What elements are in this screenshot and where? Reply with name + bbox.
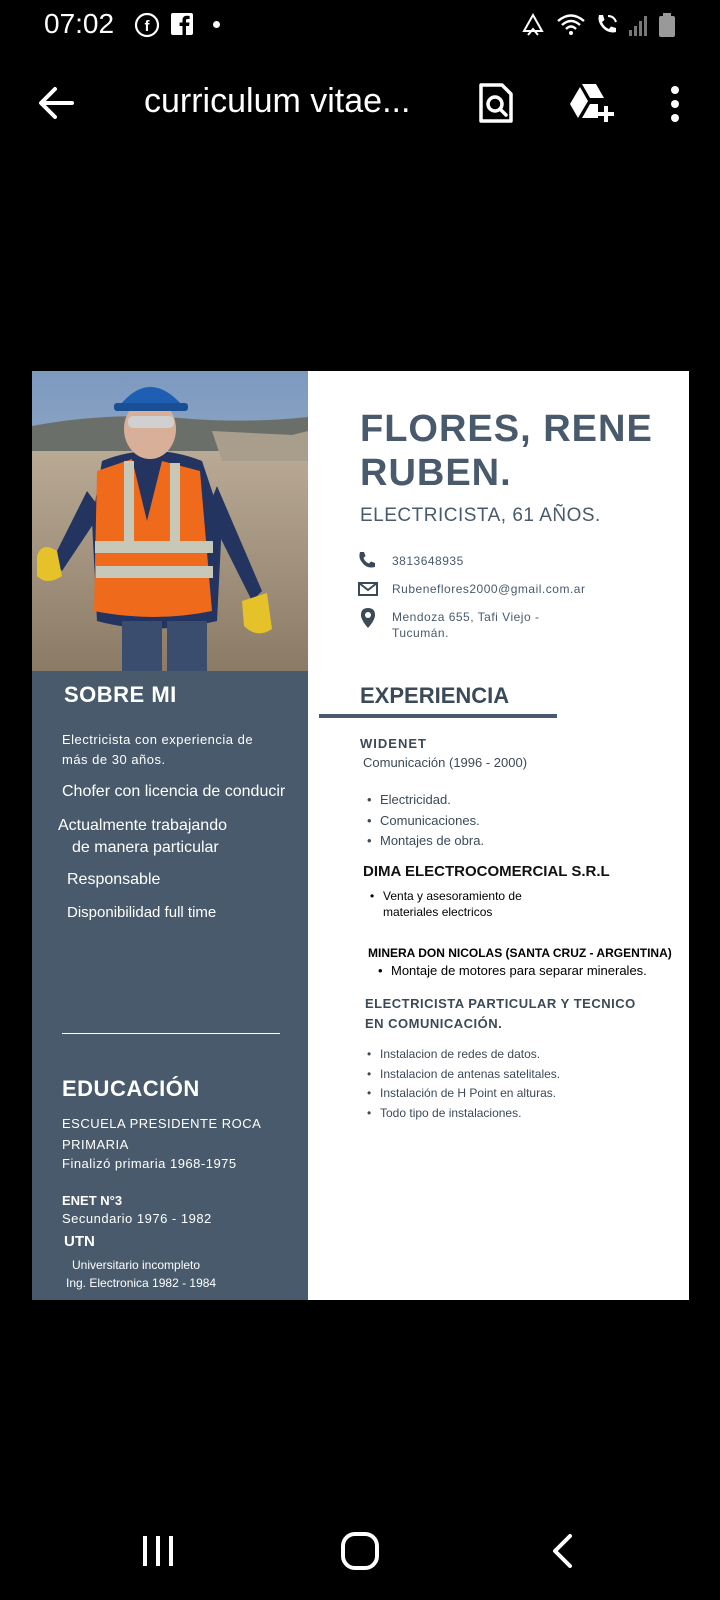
job2-title: DIMA ELECTROCOMERCIAL S.R.L <box>363 863 610 880</box>
data-saver-icon <box>520 12 546 43</box>
about-experience-text: Electricista con experiencia de más de 30 años. <box>62 732 254 767</box>
about-license-text: Chofer con licencia de conducir <box>62 783 286 800</box>
wifi-icon <box>556 12 586 43</box>
job3-title: MINERA DON NICOLAS (SANTA CRUZ - ARGENTINA) <box>368 946 672 960</box>
experience-underline <box>319 714 557 718</box>
school3-detail-1: Universitario incompleto <box>72 1258 201 1272</box>
back-arrow-icon[interactable] <box>38 86 74 125</box>
school2-detail: Secundario 1976 - 1982 <box>62 1211 212 1226</box>
drive-add-icon[interactable] <box>568 82 616 129</box>
school3-name: UTN <box>64 1233 95 1250</box>
job4-title-line2: EN COMUNICACIÓN. <box>365 1016 503 1031</box>
school1-name-line2: PRIMARIA <box>62 1137 129 1152</box>
job4-item: • Instalacion de antenas satelitales. <box>380 1067 560 1081</box>
job4-item: • Todo tipo de instalaciones. <box>380 1106 521 1120</box>
profile-photo <box>32 371 308 671</box>
cv-document[interactable] <box>32 371 689 1300</box>
job1-subtitle: Comunicación (1996 - 2000) <box>363 755 528 770</box>
email-icon <box>358 582 378 601</box>
school3-detail-2: Ing. Electronica 1982 - 1984 <box>66 1276 217 1290</box>
school2-name: ENET N°3 <box>62 1193 123 1208</box>
facebook-messenger-icon <box>134 12 160 43</box>
about-working-text-2: de manera particular <box>72 839 219 856</box>
job1-item: • Comunicaciones. <box>380 813 480 828</box>
sidebar-divider <box>62 1033 280 1034</box>
job4-title-line1: ELECTRICISTA PARTICULAR Y TECNICO <box>365 996 636 1011</box>
about-working-text: Actualmente trabajando <box>58 817 227 834</box>
job3-item: • Montaje de motores para separar minerales. <box>391 963 647 978</box>
email-address: Rubeneflores2000@gmail.com.ar <box>392 582 586 596</box>
job1-title: WIDENET <box>360 736 427 751</box>
signal-icon <box>628 12 648 43</box>
cv-subtitle: ELECTRICISTA, 61 AÑOS. <box>360 505 601 526</box>
back-nav-icon[interactable] <box>550 1533 574 1574</box>
document-title: curriculum vitae... <box>144 82 411 120</box>
school1-detail: Finalizó primaria 1968-1975 <box>62 1156 237 1171</box>
facebook-icon <box>170 12 194 41</box>
school1-name-line1: ESCUELA PRESIDENTE ROCA <box>62 1116 262 1131</box>
job2-item-line1: • Venta y asesoramiento de <box>383 889 522 903</box>
phone-icon <box>358 551 376 574</box>
cv-name: FLORES, RENE RUBEN. <box>360 408 653 494</box>
job2-item-line2: materiales electricos <box>383 905 493 919</box>
status-time: 07:02 <box>44 8 115 39</box>
job4-item: • Instalacion de redes de datos. <box>380 1047 540 1061</box>
wifi-calling-icon <box>594 12 620 43</box>
about-heading: SOBRE MI <box>64 682 177 707</box>
more-options-icon[interactable] <box>670 86 680 127</box>
recent-apps-icon[interactable] <box>140 1533 176 1574</box>
job4-item: • Instalación de H Point en alturas. <box>380 1086 556 1100</box>
location-icon <box>360 607 376 634</box>
job1-item: • Electricidad. <box>380 792 451 807</box>
about-availability-text: Disponibilidad full time <box>67 904 217 921</box>
phone-number: 3813648935 <box>392 554 464 568</box>
about-responsible-text: Responsable <box>67 871 161 888</box>
document-search-icon[interactable] <box>478 82 514 129</box>
address: Mendoza 655, Tafi Viejo - Tucumán. <box>392 610 540 640</box>
battery-icon <box>658 12 676 43</box>
notification-dot-icon <box>213 21 220 28</box>
job1-item: • Montajes de obra. <box>380 833 484 848</box>
svg-text:f: f <box>144 18 150 35</box>
experience-heading: EXPERIENCIA <box>360 683 510 708</box>
home-icon[interactable] <box>340 1531 380 1576</box>
education-heading: EDUCACIÓN <box>62 1076 200 1101</box>
